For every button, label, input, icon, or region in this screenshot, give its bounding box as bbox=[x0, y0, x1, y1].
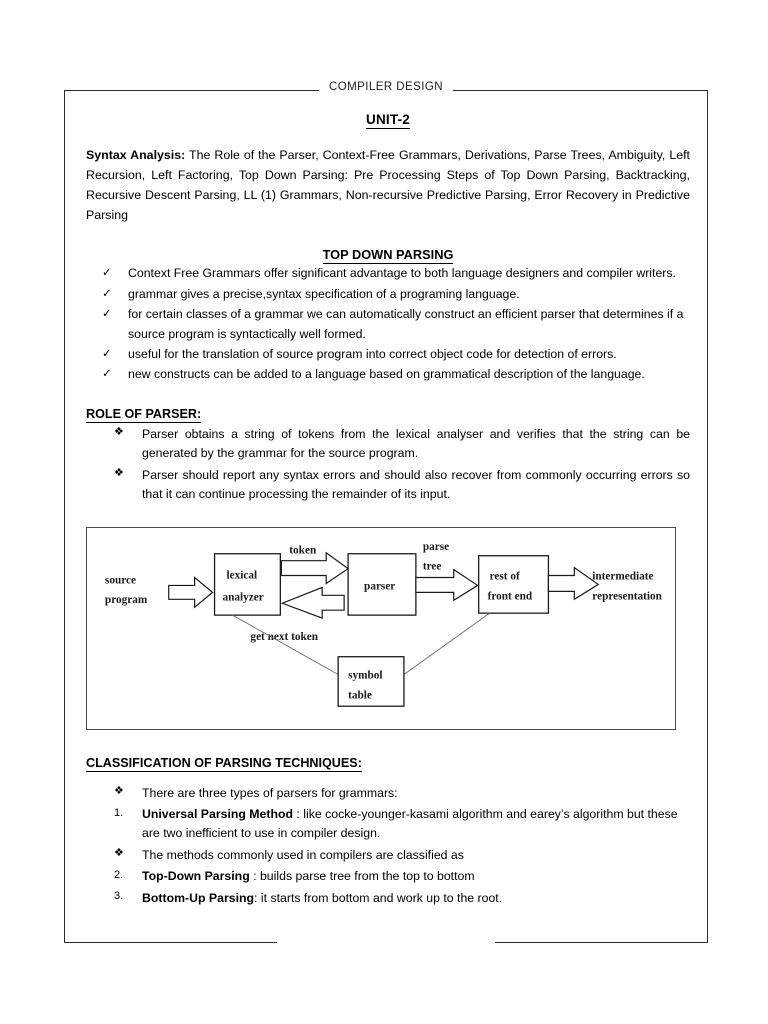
check-icon: ✓ bbox=[102, 308, 112, 321]
diagram-label-intermediate-line1: intermediate bbox=[592, 570, 654, 583]
list-item-text: Parser should report any syntax errors and should also recover from commonly occurring errors so that it can continue processing the remainder of its input. bbox=[142, 467, 690, 502]
diamond-bullet-icon: ❖ bbox=[114, 847, 124, 860]
check-icon: ✓ bbox=[102, 368, 112, 381]
list-item-text: : builds parse tree from the top to bottom bbox=[249, 869, 475, 884]
diagram-box-lexical-line2: analyzer bbox=[222, 590, 264, 603]
list-item-text: : like cocke-younger-kasami algorithm and earey’s algorithm but these are two inefficient to use in compiler design. bbox=[142, 807, 678, 841]
top-down-parsing-list bbox=[100, 264, 690, 385]
list-item-text: Parser obtains a string of tokens from the lexical analyser and verifies that the string can be generated by the grammar for the source program. bbox=[142, 426, 690, 461]
diagram-label-get-next-token: get next token bbox=[250, 630, 318, 643]
unit-title-text: UNIT-2 bbox=[366, 112, 410, 127]
list-item bbox=[100, 285, 690, 304]
list-item-text: : it starts from bottom and work up to the root. bbox=[254, 890, 503, 905]
list-item bbox=[114, 846, 690, 865]
list-number: 3. bbox=[114, 890, 124, 903]
list-number: 1. bbox=[114, 806, 124, 819]
role-of-parser-list bbox=[114, 425, 690, 505]
check-icon: ✓ bbox=[102, 287, 112, 300]
top-down-parsing-heading bbox=[86, 247, 690, 262]
list-item bbox=[100, 345, 690, 364]
check-icon: ✓ bbox=[102, 348, 112, 361]
diagram-box-symbol-line2: table bbox=[348, 688, 372, 701]
list-item bbox=[114, 784, 690, 803]
list-item bbox=[100, 365, 690, 384]
arrow-lexical-to-parser bbox=[281, 552, 348, 583]
diagram-label-token: token bbox=[289, 544, 317, 557]
role-of-parser-diagram bbox=[86, 527, 676, 730]
list-item bbox=[114, 425, 690, 464]
arrow-frontend-to-intermediate bbox=[548, 567, 598, 599]
list-item-label: Top-Down Parsing bbox=[142, 869, 250, 884]
list-item-label: Bottom-Up Parsing bbox=[142, 890, 255, 905]
arrow-parser-to-lexical bbox=[282, 587, 344, 618]
diamond-bullet-icon: ❖ bbox=[114, 426, 124, 439]
diagram-label-parse-line1: parse bbox=[422, 540, 450, 553]
arrow-source-to-lexical bbox=[169, 577, 213, 607]
page-content bbox=[86, 104, 690, 910]
list-item bbox=[114, 867, 690, 886]
list-item bbox=[114, 889, 690, 908]
unit-title bbox=[86, 112, 690, 127]
role-of-parser-heading bbox=[86, 407, 690, 421]
diagram-box-frontend-line2: front end bbox=[487, 589, 533, 602]
syllabus-abstract bbox=[86, 145, 690, 225]
diagram-label-intermediate-line2: representation bbox=[592, 589, 662, 602]
list-item-text: grammar gives a precise,syntax specification of a programing language. bbox=[128, 286, 520, 301]
diagram-canvas bbox=[87, 528, 675, 729]
diagram-label-source-line1: source bbox=[104, 574, 136, 587]
list-number: 2. bbox=[114, 868, 124, 881]
diamond-bullet-icon: ❖ bbox=[114, 467, 124, 480]
syllabus-abstract-label: Syntax Analysis: bbox=[86, 148, 186, 162]
list-item bbox=[114, 805, 690, 844]
classification-heading bbox=[86, 756, 690, 770]
list-item-text: There are three types of parsers for grammars: bbox=[142, 785, 398, 800]
diagram-box-lexical-line1: lexical bbox=[226, 569, 258, 582]
diagram-box-frontend-line1: rest of bbox=[489, 570, 520, 583]
list-item bbox=[100, 305, 690, 344]
list-item-text: for certain classes of a grammar we can automatically construct an efficient parser that determines if a source program is syntactically well formed. bbox=[128, 307, 684, 341]
classification-heading-text: CLASSIFICATION OF PARSING TECHNIQUES: bbox=[86, 755, 362, 770]
list-item-text: Context Free Grammars offer significant advantage to both language designers and compiler writers. bbox=[128, 266, 676, 281]
line-lexical-to-symbol-table bbox=[233, 615, 339, 674]
list-item-text: new constructs can be added to a language based on grammatical description of the language. bbox=[128, 367, 645, 382]
diagram-label-parse-line2: tree bbox=[422, 560, 442, 573]
page-footer-gap bbox=[277, 936, 495, 949]
check-icon: ✓ bbox=[102, 267, 112, 280]
list-item bbox=[100, 264, 690, 283]
diagram-box-parser: parser bbox=[364, 580, 396, 592]
arrow-parser-to-frontend bbox=[416, 569, 478, 600]
diagram-box-symbol-line1: symbol bbox=[348, 669, 383, 682]
list-item bbox=[114, 466, 690, 505]
list-item-text: The methods commonly used in compilers are classified as bbox=[142, 847, 464, 862]
line-frontend-to-symbol-table bbox=[404, 613, 490, 674]
classification-list bbox=[114, 784, 690, 909]
list-item-label: Universal Parsing Method bbox=[142, 807, 294, 822]
syllabus-abstract-body: The Role of the Parser, Context-Free Grammars, Derivations, Parse Trees, Ambiguity, Left Recursion, Left Factoring, Top Down Parsing: Pre Processing Steps of Top Down Parsing, Backtracking, Recursive Descent Parsing, LL (1) Grammars, Non-recursive Predictive Parsing, Error Recovery in Predictive Parsing bbox=[86, 148, 690, 223]
top-down-parsing-heading-text: TOP DOWN PARSING bbox=[322, 247, 454, 263]
diamond-bullet-icon: ❖ bbox=[114, 785, 124, 798]
box-lexical-analyzer bbox=[215, 553, 281, 614]
role-of-parser-heading-text: ROLE OF PARSER: bbox=[86, 406, 202, 421]
box-rest-of-front-end bbox=[479, 555, 549, 612]
page-header-caption: COMPILER DESIGN bbox=[319, 81, 453, 93]
list-item-text: useful for the translation of source program into correct object code for detection of errors. bbox=[128, 347, 617, 362]
diagram-label-source-line2: program bbox=[104, 593, 148, 606]
